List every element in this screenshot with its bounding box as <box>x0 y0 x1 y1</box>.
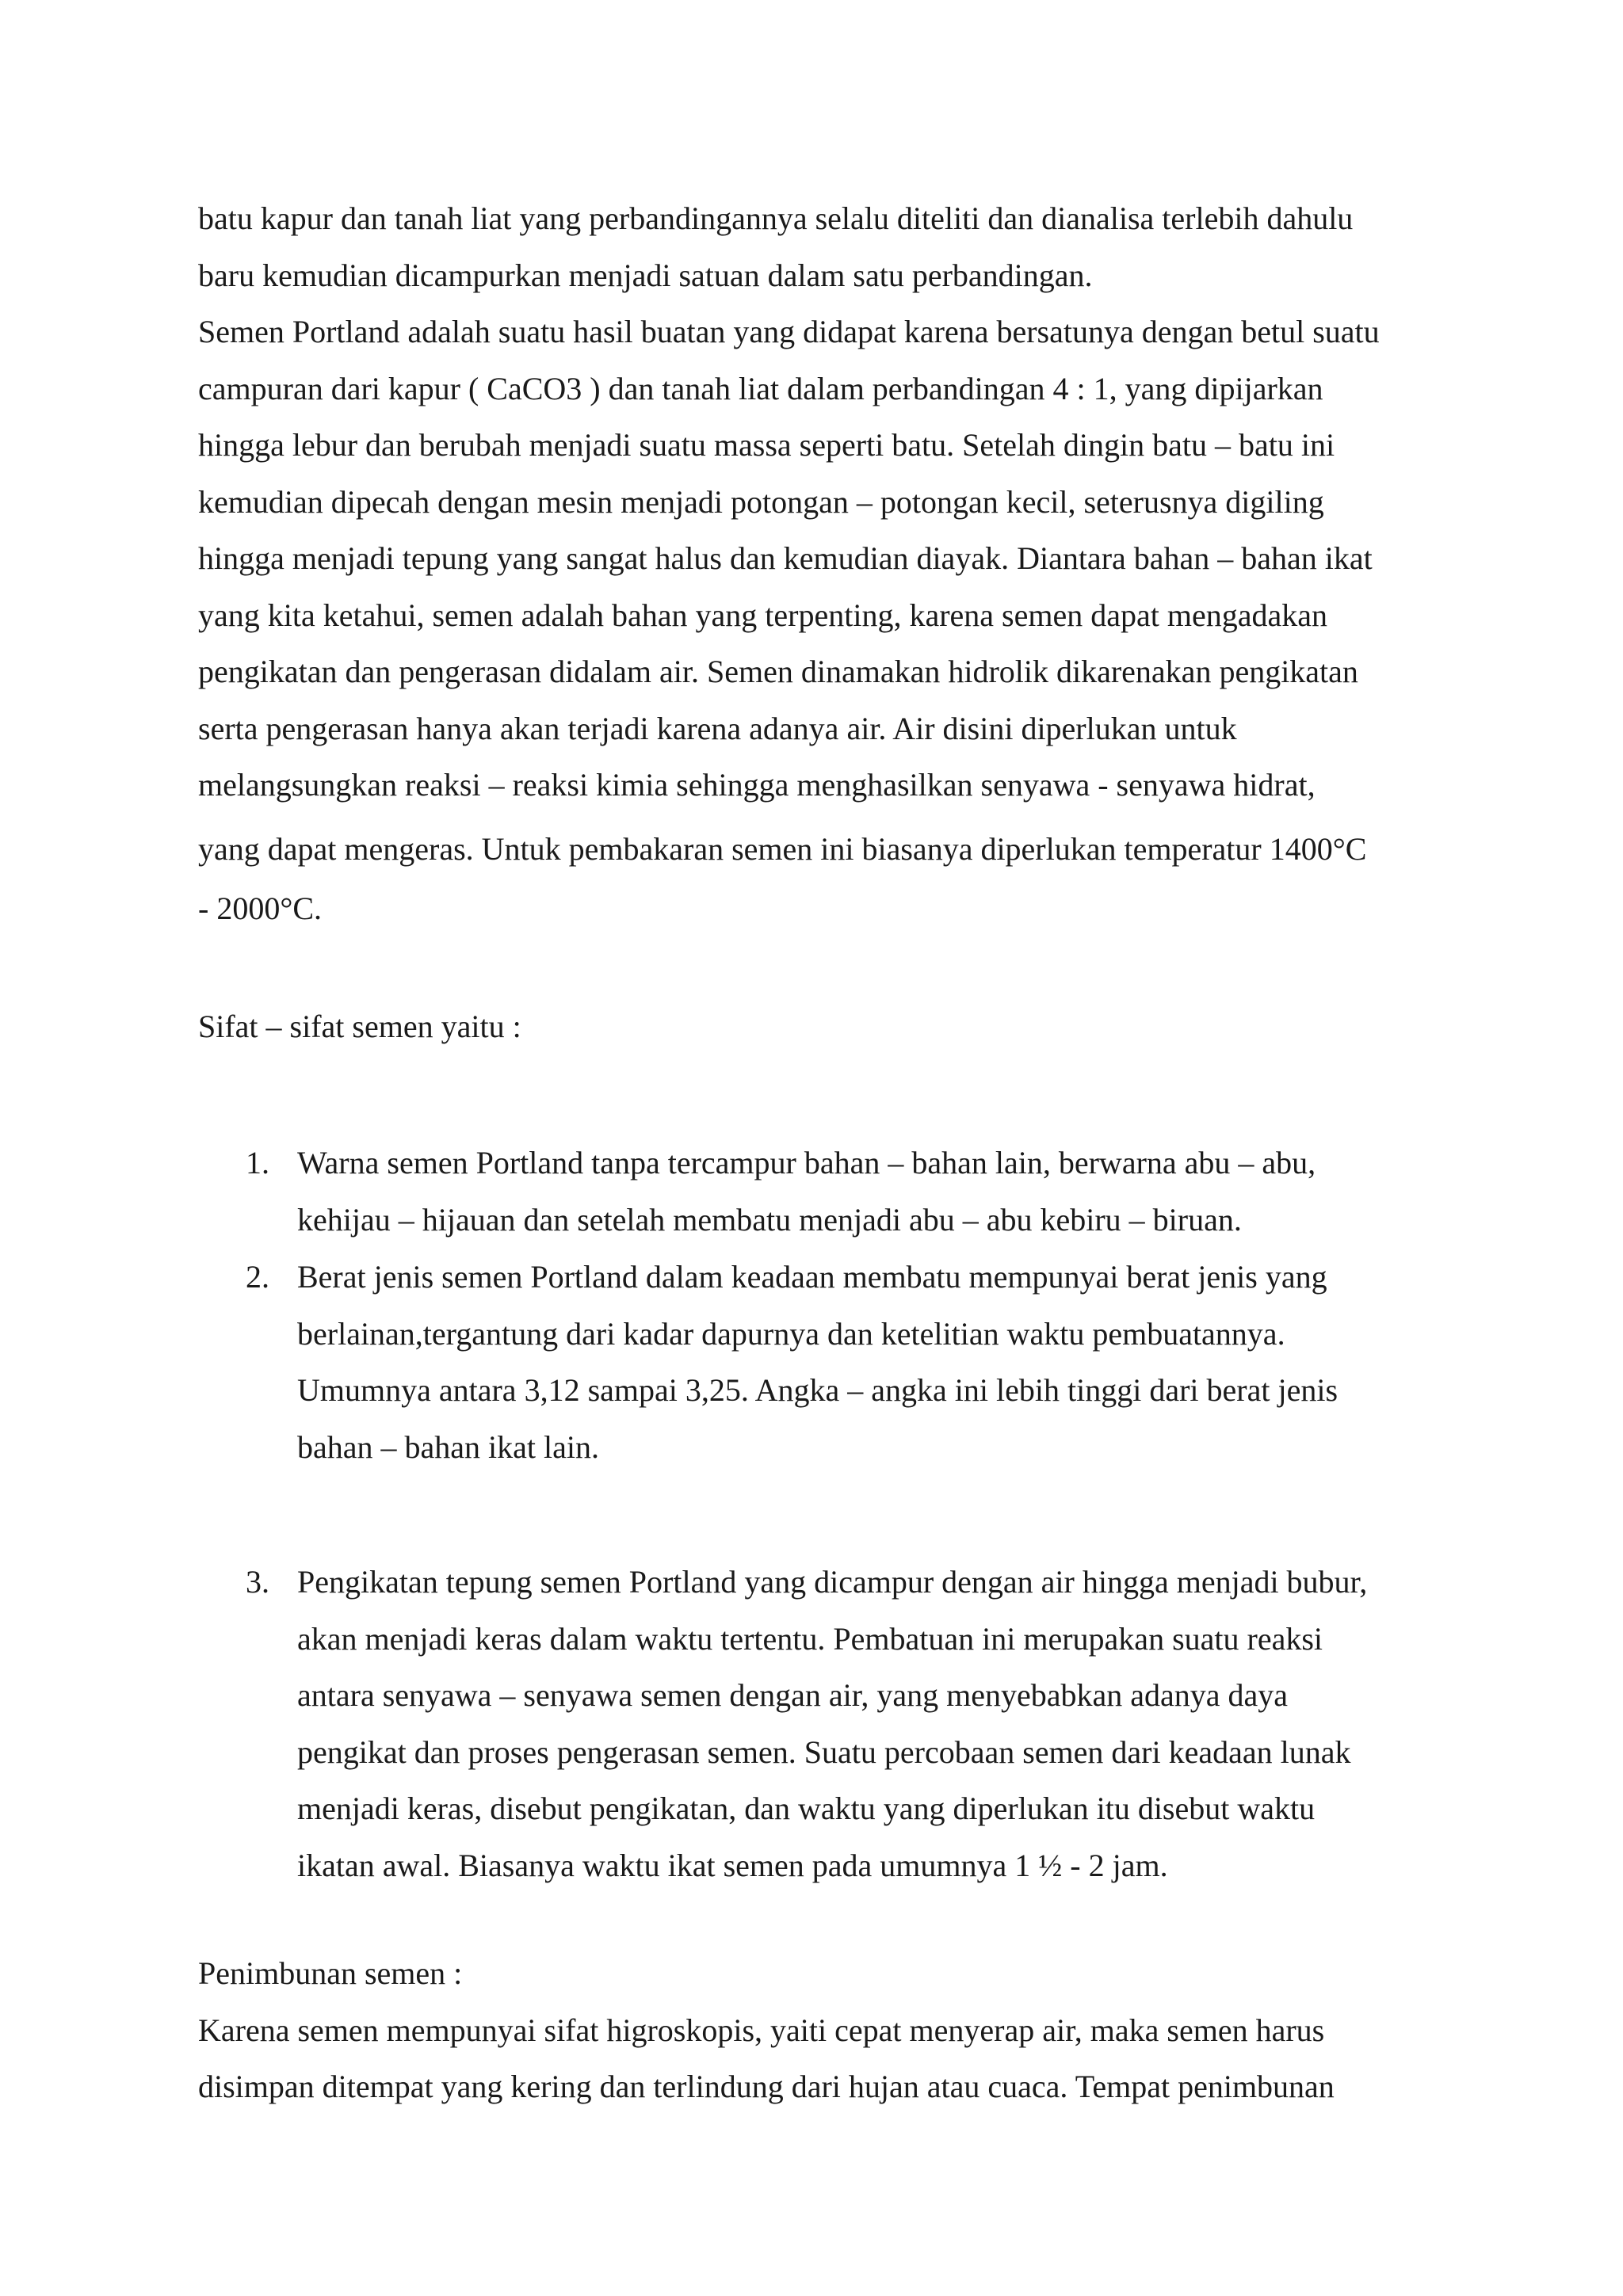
list-item-body <box>297 1135 1316 1248</box>
text-line: bahan – bahan ikat lain. <box>297 1428 599 1465</box>
text-line: antara senyawa – senyawa semen dengan air, yang menyebabkan adanya daya <box>297 1677 1289 1713</box>
text-line: ikatan awal. Biasanya waktu ikat semen pada umumnya 1 ½ - 2 jam. <box>297 1847 1168 1883</box>
list-number: 3. <box>246 1564 269 1600</box>
heading-text: Penimbunan semen : <box>198 1955 463 1991</box>
text-line: Karena semen mempunyai sifat higroskopis, yaiti cepat menyerap air, maka semen harus <box>198 2012 1325 2048</box>
text-line: kemudian dipecah dengan mesin menjadi potongan – potongan kecil, seterusnya digiling <box>198 483 1324 520</box>
text-line: Warna semen Portland tanpa tercampur bahan – bahan lain, berwarna abu – abu, <box>297 1145 1316 1180</box>
text-line: hingga menjadi tepung yang sangat halus dan kemudian diayak. Diantara bahan – bahan ikat <box>198 540 1373 576</box>
text-line: - 2000°C. <box>198 890 322 926</box>
text-line: Berat jenis semen Portland dalam keadaan membatu mempunyai berat jenis yang <box>297 1259 1327 1295</box>
text-line: hingga lebur dan berubah menjadi suatu massa seperti batu. Setelah dingin batu – batu ini <box>198 427 1335 463</box>
list-item-body <box>297 1554 1367 1894</box>
text-line: baru kemudian dicampurkan menjadi satuan dalam satu perbandingan. <box>198 257 1093 293</box>
text-line: menjadi keras, disebut pengikatan, dan waktu yang diperlukan itu disebut waktu <box>297 1791 1316 1826</box>
sifat-heading <box>198 998 1466 1055</box>
penimbunan-section <box>198 1945 1466 2115</box>
text-line: Umumnya antara 3,12 sampai 3,25. Angka – angka ini lebih tinggi dari berat jenis <box>297 1372 1338 1408</box>
text-line: Semen Portland adalah suatu hasil buatan yang didapat karena bersatunya dengan betul suatu <box>198 314 1380 349</box>
list-item-body <box>297 1249 1338 1475</box>
list-number: 1. <box>246 1145 269 1180</box>
text-line: pengikatan dan pengerasan didalam air. Semen dinamakan hidrolik dikarenakan pengikatan <box>198 654 1358 689</box>
list-number: 2. <box>246 1259 269 1295</box>
heading-text: Sifat – sifat semen yaitu : <box>198 1009 521 1044</box>
text-line: melangsungkan reaksi – reaksi kimia sehingga menghasilkan senyawa - senyawa hidrat, <box>198 767 1316 803</box>
text-line: pengikat dan proses pengerasan semen. Suatu percobaan semen dari keadaan lunak <box>297 1733 1351 1770</box>
text-line: berlainan,tergantung dari kadar dapurnya dan ketelitian waktu pembuatannya. <box>297 1315 1285 1352</box>
text-line: yang kita ketahui, semen adalah bahan yang terpenting, karena semen dapat mengadakan <box>198 597 1327 633</box>
text-line: akan menjadi keras dalam waktu tertentu. Pembatuan ini merupakan suatu reaksi <box>297 1620 1323 1657</box>
text-line: Pengikatan tepung semen Portland yang dicampur dengan air hingga menjadi bubur, <box>297 1564 1368 1600</box>
text-line: campuran dari kapur ( CaCO3 ) dan tanah liat dalam perbandingan 4 : 1, yang dipijarkan <box>198 370 1323 406</box>
text-line: yang dapat mengeras. Untuk pembakaran semen ini biasanya diperlukan temperatur 1400°C <box>198 830 1367 867</box>
text-line: disimpan ditempat yang kering dan terlindung dari hujan atau cuaca. Tempat penimbunan <box>198 2069 1335 2104</box>
text-line: serta pengerasan hanya akan terjadi karena adanya air. Air disini diperlukan untuk <box>198 710 1237 746</box>
text-line: kehijau – hijauan dan setelah membatu menjadi abu – abu kebiru – biruan. <box>297 1201 1242 1238</box>
text-line: batu kapur dan tanah liat yang perbandingannya selalu diteliti dan dianalisa terlebih dahulu <box>198 200 1354 236</box>
intro-paragraph <box>198 190 1466 933</box>
